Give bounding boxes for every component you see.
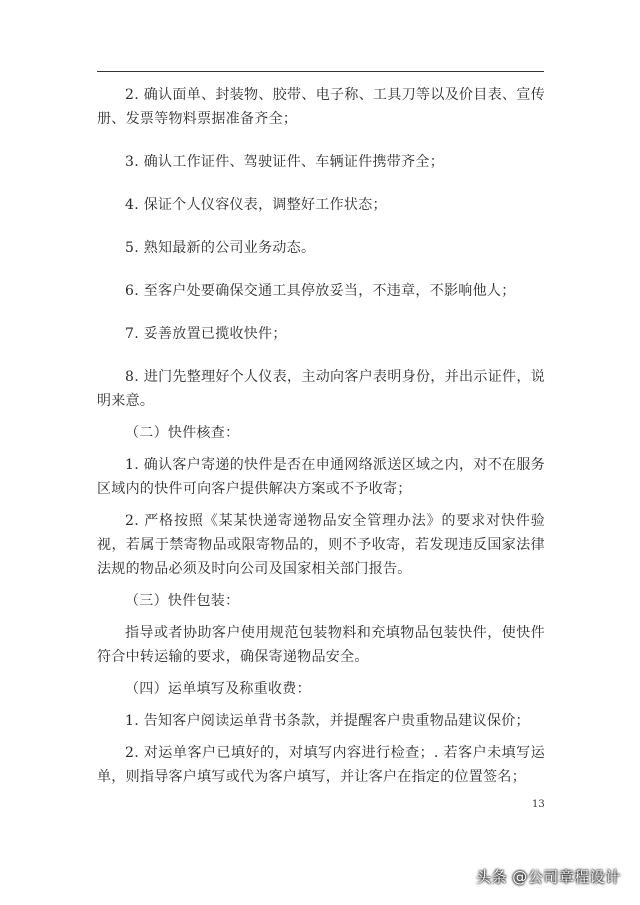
paragraph-waybill-terms: 1. 告知客户阅读运单背书条款，并提醒客户贵重物品建议保价； bbox=[125, 713, 530, 729]
paragraph-parcel-storage: 7. 妥善放置已揽收快件； bbox=[125, 326, 287, 342]
paragraph-waybill-check: 2. 对运单客户已填好的，对填写内容进行检查；. 若客户未填写运单，则指导客户填写或代为客户填写，并让客户在指定的位置签名； bbox=[97, 745, 545, 785]
paragraph-packaging-guidance: 指导或者协助客户使用规范包装物料和充填物品包装快件，使快件符合中转运输的要求，确保寄递物品安全。 bbox=[97, 625, 545, 665]
header-rule bbox=[97, 71, 544, 72]
section-heading-packaging: （三）快件包装： bbox=[125, 593, 240, 609]
page-number: 13 bbox=[532, 799, 545, 810]
paragraph-business-updates: 5. 熟知最新的公司业务动态。 bbox=[125, 240, 316, 256]
section-heading-parcel-check: （二）快件核查： bbox=[125, 425, 240, 441]
section-heading-waybill-weighing: （四）运单填写及称重收费： bbox=[125, 681, 311, 697]
paragraph-documents-carried: 3. 确认工作证件、驾驶证件、车辆证件携带齐全； bbox=[125, 154, 445, 170]
paragraph-appearance: 4. 保证个人仪容仪表，调整好工作状态； bbox=[125, 197, 387, 213]
paragraph-vehicle-parking: 6. 至客户处要确保交通工具停放妥当，不违章，不影响他人； bbox=[125, 283, 516, 299]
paragraph-introduce-self: 8. 进门先整理好个人仪表，主动向客户表明身份，并出示证件，说明来意。 bbox=[97, 369, 545, 409]
paragraph-service-area: 1. 确认客户寄递的快件是否在申通网络派送区域之内，对不在服务区域内的快件可向客户提供解决方案或不予收寄； bbox=[97, 457, 545, 497]
paragraph-inspection-rules: 2. 严格按照《某某快递寄递物品安全管理办法》的要求对快件验视，若属于禁寄物品或限寄物品的，则不予收寄，若发现违反国家法律法规的物品必须及时向公司及国家相关部门报告。 bbox=[97, 513, 545, 577]
document-body bbox=[97, 80, 545, 789]
paragraph-materials-ready: 2. 确认面单、封装物、胶带、电子称、工具刀等以及价目表、宣传册、发票等物料票据准备齐全； bbox=[97, 87, 545, 127]
watermark: 头条 @公司章程设计 bbox=[476, 868, 621, 886]
